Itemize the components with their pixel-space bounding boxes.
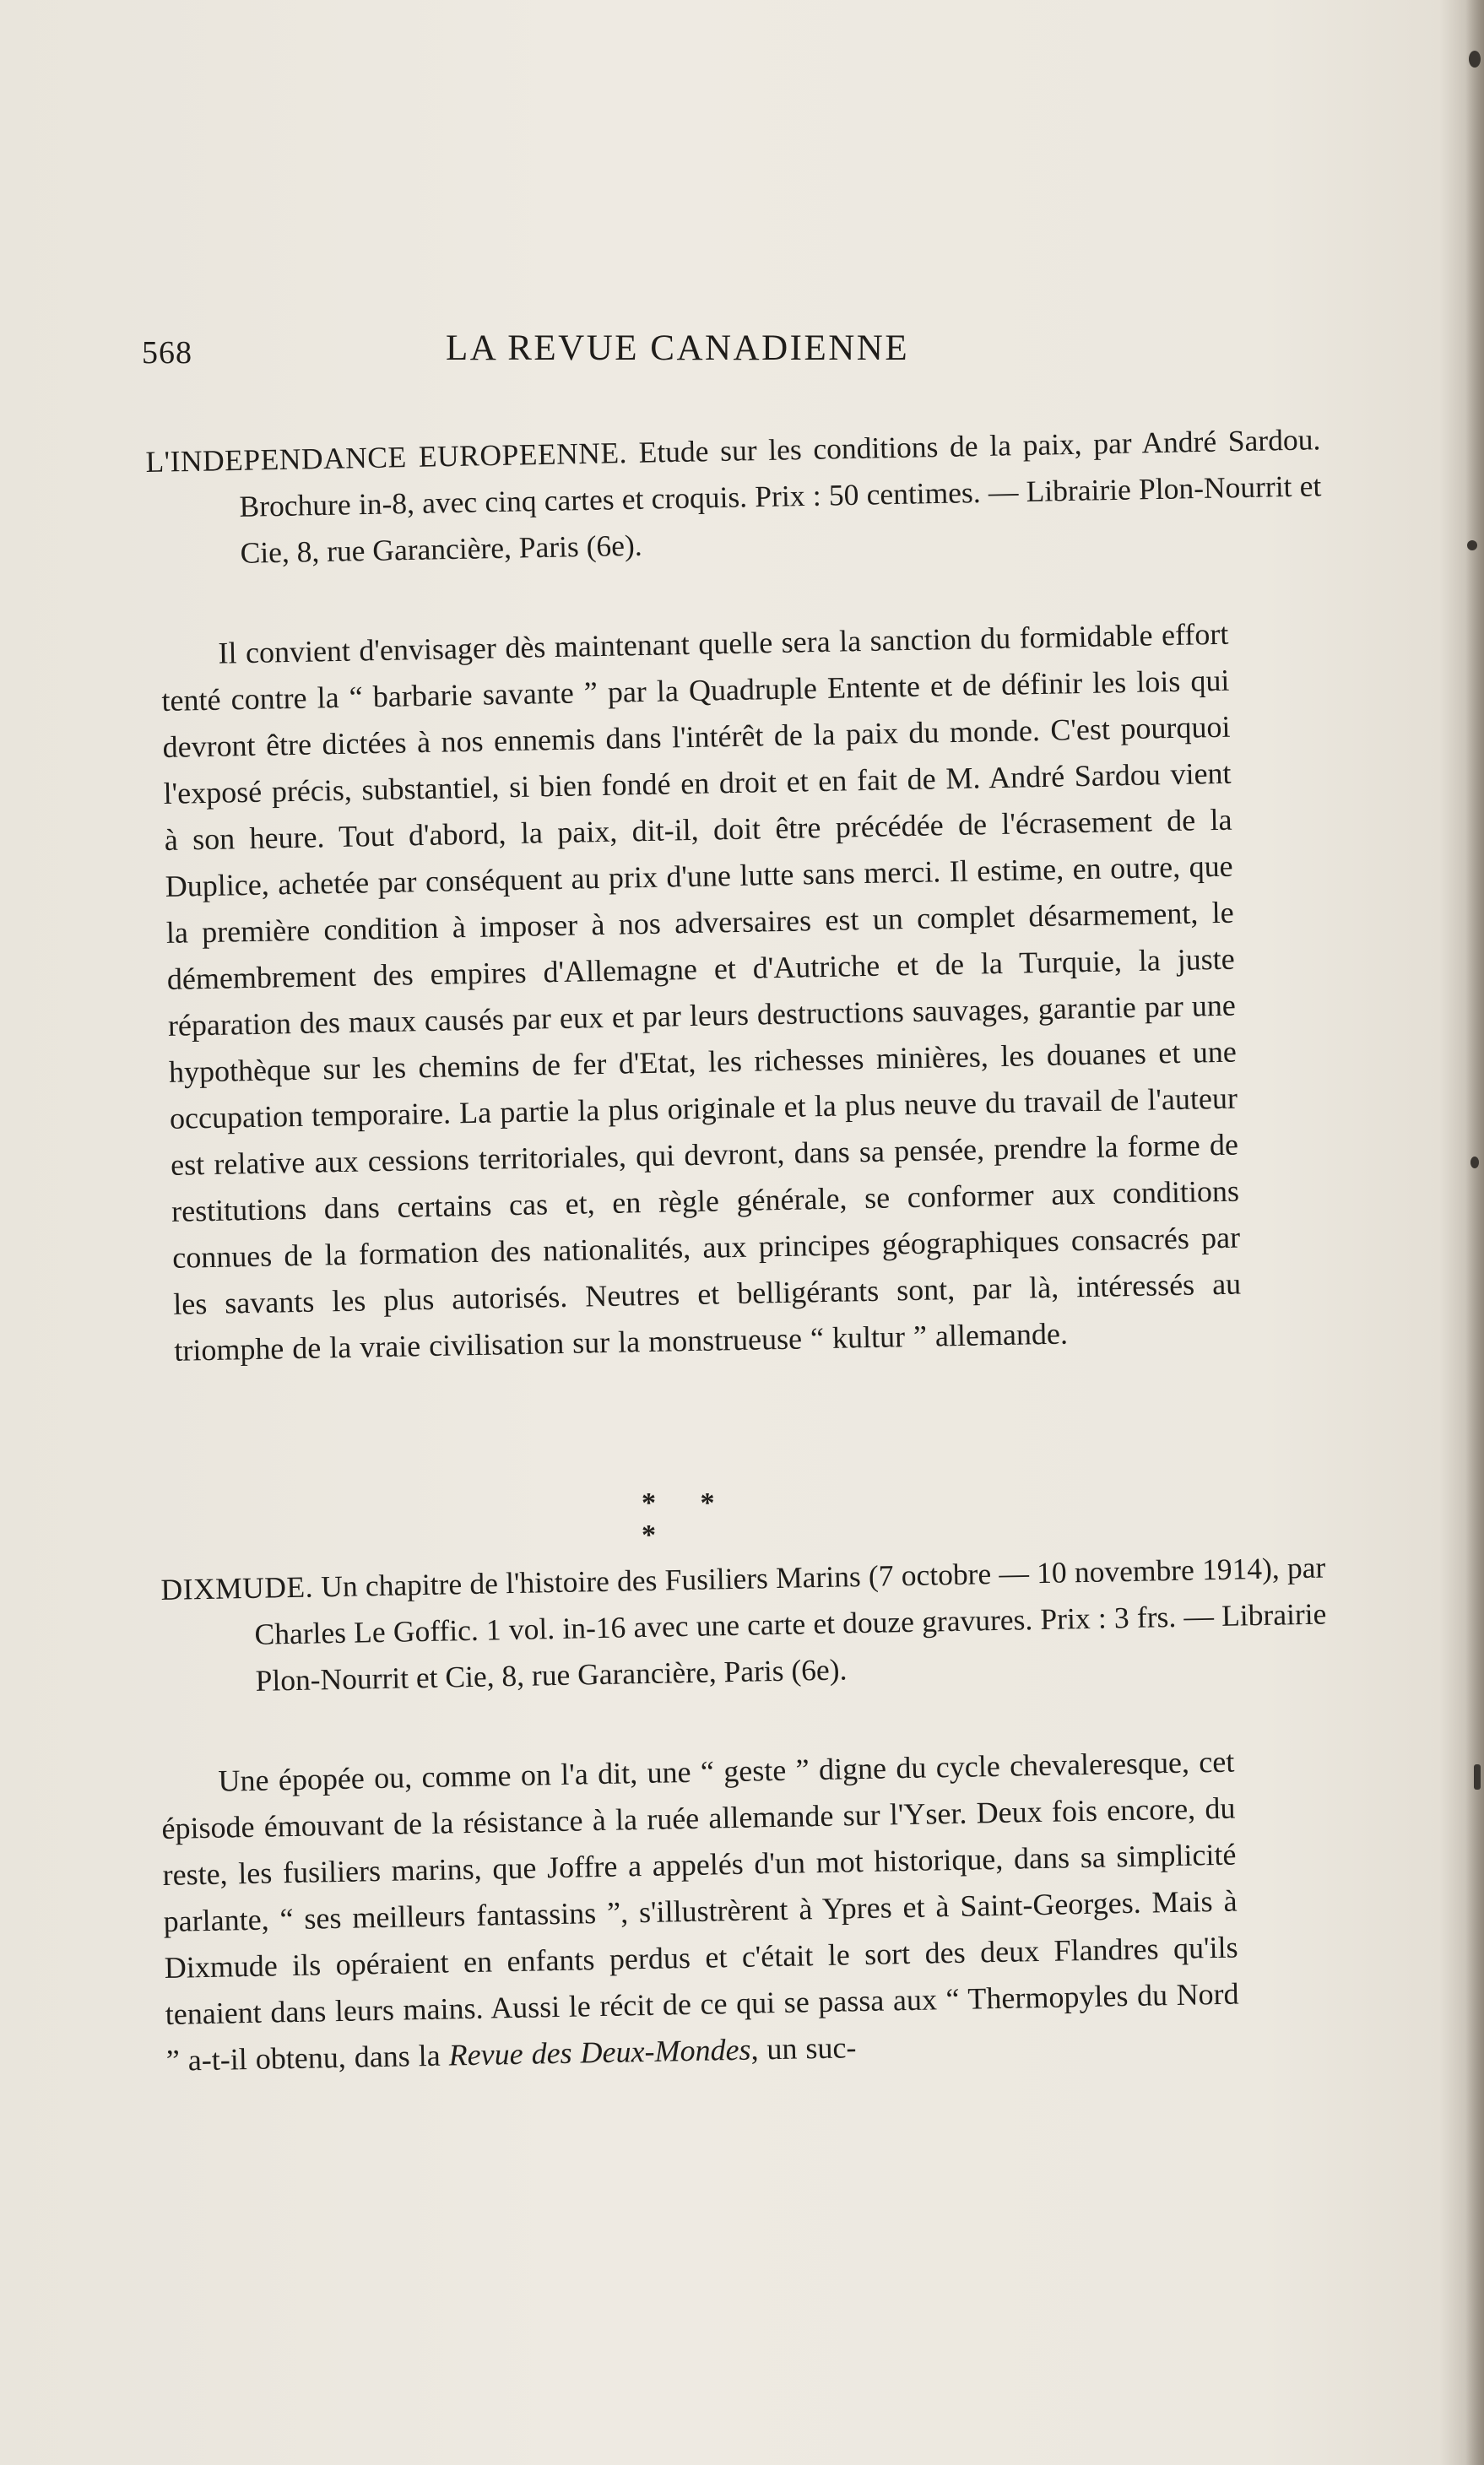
scan-speck <box>1469 51 1481 68</box>
entry-title-2: DIXMUDE. <box>160 1569 314 1606</box>
scan-speck <box>1470 1157 1479 1168</box>
section-separator: * * * <box>642 1487 734 1551</box>
journal-reference-italic: Revue des Deux-Mondes <box>448 2032 751 2072</box>
entry-title-1: L'INDEPENDANCE EUROPEENNE. <box>145 436 628 479</box>
scan-speck <box>1467 540 1477 550</box>
journal-title: LA REVUE CANADIENNE <box>446 328 910 368</box>
entry-details-2: Un chapitre de l'histoire des Fusiliers Marins (7 octobre — 10 novembre 1914), par Charles Le Goffic. 1 vol. in-16 avec une carte et douze gravures. Prix : 3 frs. — Librairie Plon-Nourrit et Cie, 8, rue Garancière, Paris (6e). <box>254 1550 1327 1698</box>
page-edge-shadow <box>1465 0 1484 2465</box>
review-text-2b: , un suc- <box>750 2030 857 2067</box>
page-number: 568 <box>142 335 192 371</box>
entry-review-1: Il convient d'envisager dès maintenant quelle sera la sanction du formidable effort tenté contre la “ barbarie savante ” par la Quadruple Entente et de définir les lois qui devront être dictées à nos ennemis dans l'intérêt de la paix du monde. C'est pourquoi l'exposé précis, substantiel, si bien fondé en droit et en fait de M. André Sardou vient à son heure. Tout d'abord, la paix, dit-il, doit être précédée de l'écrasement de la Duplice, achetée par conséquent au prix d'une lutte sans merci. Il estime, en outre, que la première condition à imposer à nos adversaires est un complet désarmement, le démembrement des empires d'Allemagne et d'Autriche et de la Turquie, la juste réparation des maux causés par eux et par leurs destructions sauvages, garantie par une hypothèque sur les chemins de fer d'Etat, les richesses minières, les douanes et une occupation temporaire. La partie la plus originale et la plus neuve du travail de l'auteur est relative aux cessions territoriales, qui devront, dans sa pensée, prendre la forme de restitutions dans certains cas et, en règle générale, se conformer aux conditions connues de la formation des nationalités, aux principes géographiques consacrés par les savants les plus autorisés. Neutres et belligérants sont, par là, intéressés au triomphe de la vraie civilisation sur la monstrueuse “ kultur ” allemande. <box>161 616 1242 1368</box>
scan-speck <box>1474 1764 1481 1790</box>
entry-heading-1 <box>145 416 1323 578</box>
review-text-2a: Une épopée ou, comme on l'a dit, une “ geste ” digne du cycle chevaleresque, cet épisode émouvant de la résistance à la ruée allemande sur l'Yser. Deux fois encore, du reste, les fusiliers marins, que Joffre a appelés d'un mot historique, dans sa simplicité parlante, “ ses meilleurs fantassins ”, s'illustrèrent à Ypres et à Saint-Georges. Mais à Dixmude ils opéraient en enfants perdus et c'était le sort des deux Flandres qu'ils tenaient dans leurs mains. Aussi le récit de ce qui se passa aux “ Thermopyles du Nord ” a-t-il obtenu, dans la <box>161 1744 1239 2078</box>
entry-details-1: Etude sur les conditions de la paix, par André Sardou. Brochure in-8, avec cinq cartes et croquis. Prix : 50 centimes. — Librairie Plon-Nourrit et Cie, 8, rue Garancière, Paris (6e). <box>239 422 1322 570</box>
entry-heading-2 <box>160 1545 1328 1706</box>
running-head <box>142 328 1197 387</box>
entry-review-2 <box>160 1739 1240 2084</box>
